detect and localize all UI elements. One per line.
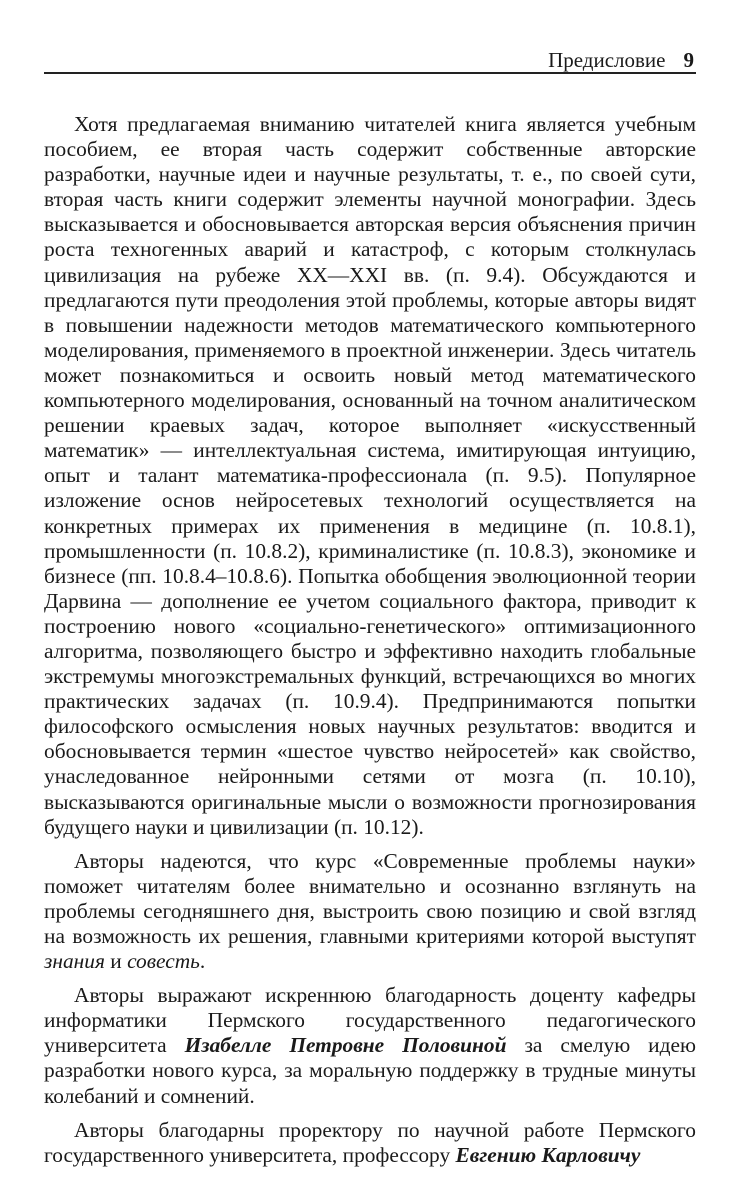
paragraph-2-text: Авторы надеются, что курс «Современные проблемы науки» поможет читателям более внимательно и осознанно взглянуть на проблемы сегодняшнего дня, выстроить свою позицию и свой взгляд на возможность их решения, главными критериями которой выступят (44, 848, 696, 948)
page-number: 9 (683, 48, 694, 72)
paragraph-2-end: . (199, 949, 206, 974)
paragraph-3 (44, 983, 696, 1108)
running-title: Предисловие (548, 48, 666, 72)
term-conscience: совесть (127, 949, 200, 974)
paragraph-2 (44, 849, 696, 974)
paragraph-4 (44, 1118, 696, 1168)
paragraph-3-text-start: Авторы выражают искреннюю благодарность доценту кафедры информатики Пермского государственного педагогического университета (44, 983, 696, 1058)
paragraph-3-text-end: за смелую идею разработки нового курса, за моральную поддержку в трудные минуты колебаний и сомнений. (44, 1033, 696, 1108)
page-body (44, 112, 696, 1177)
paragraph-4-text: Авторы благодарны проректору по научной работе Пермского государственного университета, профессору (44, 1117, 696, 1167)
acknowledged-person-name: Изабелле Петровне Половиной (184, 1033, 507, 1058)
acknowledged-professor-name: Евгению Карловичу (455, 1142, 641, 1167)
term-knowledge: знания (44, 949, 105, 974)
paragraph-1: Хотя предлагаемая вниманию читателей книга является учебным пособием, ее вторая часть содержит собственные авторские разработки, научные идеи и научные результаты, т. е., по своей сути, вторая часть книги содержит элементы научной монографии. Здесь высказывается и обосновывается авторская версия объяснения причин роста техногенных аварий и катастроф, с которым столкнулась цивилизация на рубеже XX—XXI вв. (п. 9.4). Обсуждаются и предлагаются пути преодоления этой проблемы, которые авторы видят в повышении надежности методов математического компьютерного моделирования, применяемого в проектной инженерии. Здесь читатель может познакомиться и освоить новый метод математического компьютерного моделирования, основанный на точном аналитическом решении краевых задач, которое выполняет «искусственный математик» — интеллектуальная система, имитирующая интуицию, опыт и талант математика-профессионала (п. 9.5). Популярное изложение основ нейросетевых технологий осуществляется на конкретных примерах их применения в медицине (п. 10.8.1), промышленности (п. 10.8.2), криминалистике (п. 10.8.3), экономике и бизнесе (пп. 10.8.4–10.8.6). Попытка обобщения эволюционной теории Дарвина — дополнение ее учетом социального фактора, приводит к построению нового «социально-генетического» оптимизационного алгоритма, позволяющего быстро и эффективно находить глобальные экстремумы многоэкстремальных функций, встречающихся во многих практических задачах (п. 10.9.4). Предпринимаются попытки философского осмысления новых научных результатов: вводится и обосновывается термин «шестое чувство нейросетей» как свойство, унаследованное нейронными сетями от мозга (п. 10.10), высказываются оригинальные мысли о возможности прогнозирования будущего науки и цивилизации (п. 10.12). (44, 112, 696, 839)
page-header (44, 44, 696, 74)
conjunction-and: и (110, 949, 122, 974)
